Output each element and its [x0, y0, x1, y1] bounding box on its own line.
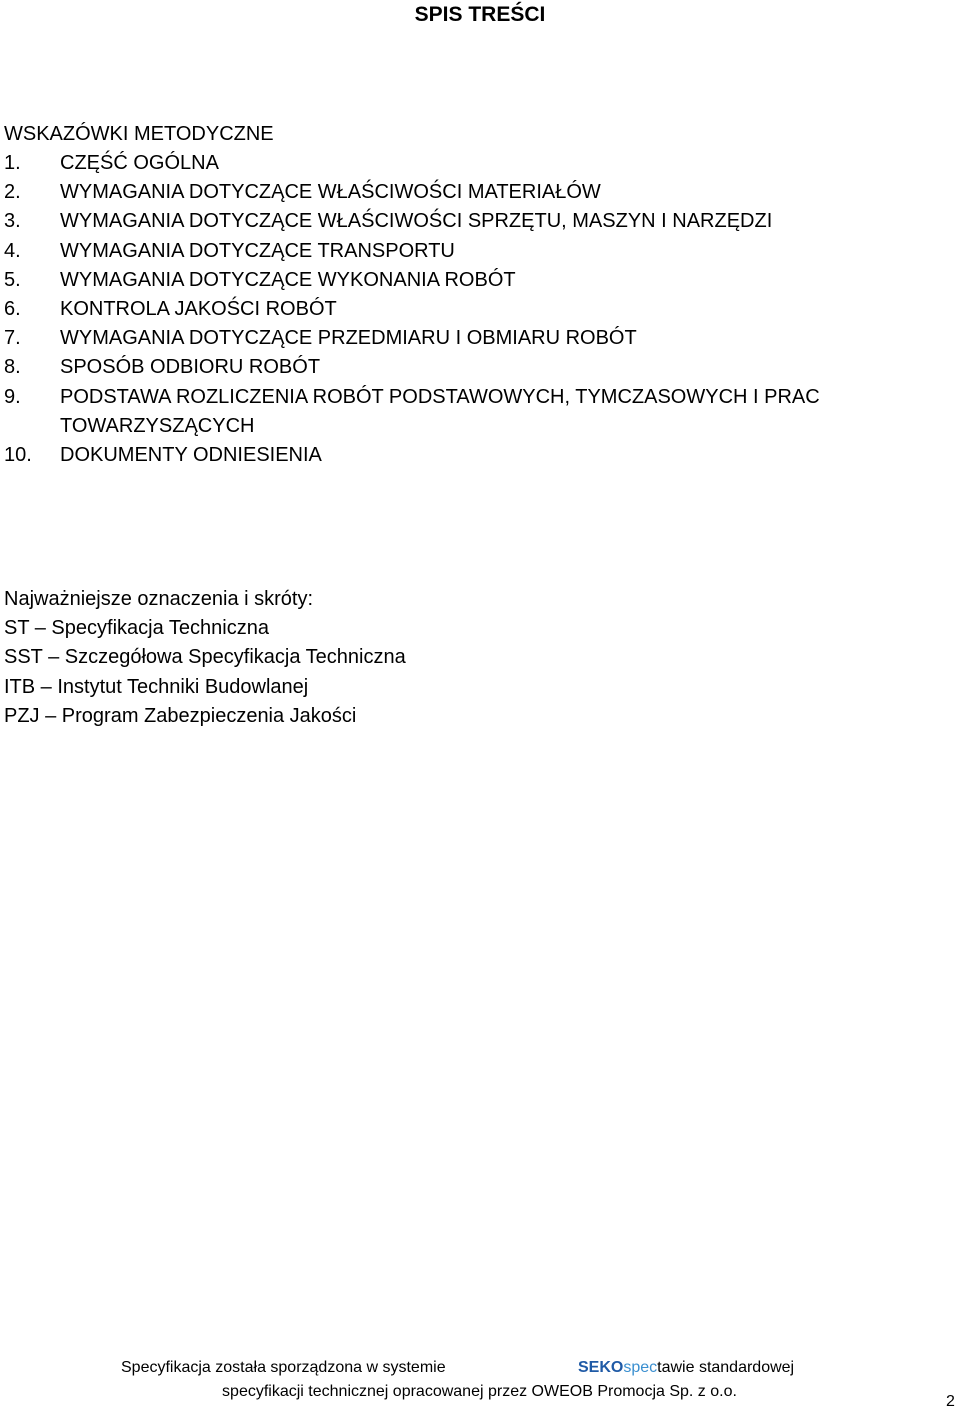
page-footer — [0, 1356, 960, 1404]
brand-logo-seko: SEKO — [578, 1359, 624, 1376]
footer-line-1 — [0, 1356, 960, 1380]
toc-label: PODSTAWA ROZLICZENIA ROBÓT PODSTAWOWYCH, TYMCZASOWYCH I PRAC TOWARZYSZĄCYCH — [60, 385, 820, 437]
abbreviation-item: PZJ – Program Zabezpieczenia Jakości — [4, 704, 357, 727]
page-title: SPIS TREŚCI — [414, 3, 546, 26]
toc-item — [4, 207, 944, 236]
footer-brand-suffix: tawie standardowej — [657, 1359, 795, 1376]
toc-label: WYMAGANIA DOTYCZĄCE WYKONANIA ROBÓT — [60, 268, 516, 291]
toc-label: CZĘŚĆ OGÓLNA — [60, 152, 219, 174]
abbreviations-section — [4, 585, 406, 731]
toc-number: 8. — [4, 356, 21, 379]
toc-item — [4, 178, 944, 207]
toc-number: 9. — [4, 385, 21, 408]
brand-logo-spec: spec — [623, 1359, 658, 1376]
table-of-contents — [4, 149, 944, 470]
toc-number: 6. — [4, 298, 21, 321]
toc-number: 2. — [4, 181, 21, 204]
footer-brand-text — [578, 1356, 794, 1380]
toc-item — [4, 441, 944, 470]
toc-number: 4. — [4, 239, 21, 262]
toc-item — [4, 237, 944, 266]
toc-label: WYMAGANIA DOTYCZĄCE PRZEDMIARU I OBMIARU ROBÓT — [60, 327, 637, 350]
toc-item — [4, 324, 944, 353]
toc-item — [4, 383, 944, 441]
footer-line-2: specyfikacji technicznej opracowanej przez OWEOB Promocja Sp. z o.o. — [222, 1383, 737, 1400]
abbreviations-heading: Najważniejsze oznaczenia i skróty: — [4, 588, 314, 610]
toc-label: WYMAGANIA DOTYCZĄCE WŁAŚCIWOŚCI MATERIAŁÓW — [60, 181, 601, 204]
toc-label: SPOSÓB ODBIORU ROBÓT — [60, 356, 321, 379]
footer-system-text: Specyfikacja została sporządzona w systemie — [121, 1359, 446, 1376]
toc-label: KONTROLA JAKOŚCI ROBÓT — [60, 298, 337, 321]
abbreviation-item: SST – Szczegółowa Specyfikacja Techniczna — [4, 646, 406, 669]
intro-heading: WSKAZÓWKI METODYCZNE — [4, 123, 274, 145]
toc-item — [4, 149, 944, 178]
toc-number: 5. — [4, 268, 21, 291]
abbreviation-item: ST – Specyfikacja Techniczna — [4, 617, 269, 640]
toc-label: WYMAGANIA DOTYCZĄCE TRANSPORTU — [60, 239, 455, 262]
toc-label: WYMAGANIA DOTYCZĄCE WŁAŚCIWOŚCI SPRZĘTU, MASZYN I NARZĘDZI — [60, 210, 773, 233]
toc-item — [4, 353, 944, 382]
toc-item — [4, 295, 944, 324]
page-number: 2 — [946, 1393, 955, 1410]
toc-label: DOKUMENTY ODNIESIENIA — [60, 444, 322, 467]
abbreviation-item: ITB – Instytut Techniki Budowlanej — [4, 675, 309, 698]
toc-number: 1. — [4, 152, 21, 174]
toc-number: 7. — [4, 327, 21, 350]
toc-number: 10. — [4, 444, 32, 467]
toc-item — [4, 266, 944, 295]
toc-number: 3. — [4, 210, 21, 233]
